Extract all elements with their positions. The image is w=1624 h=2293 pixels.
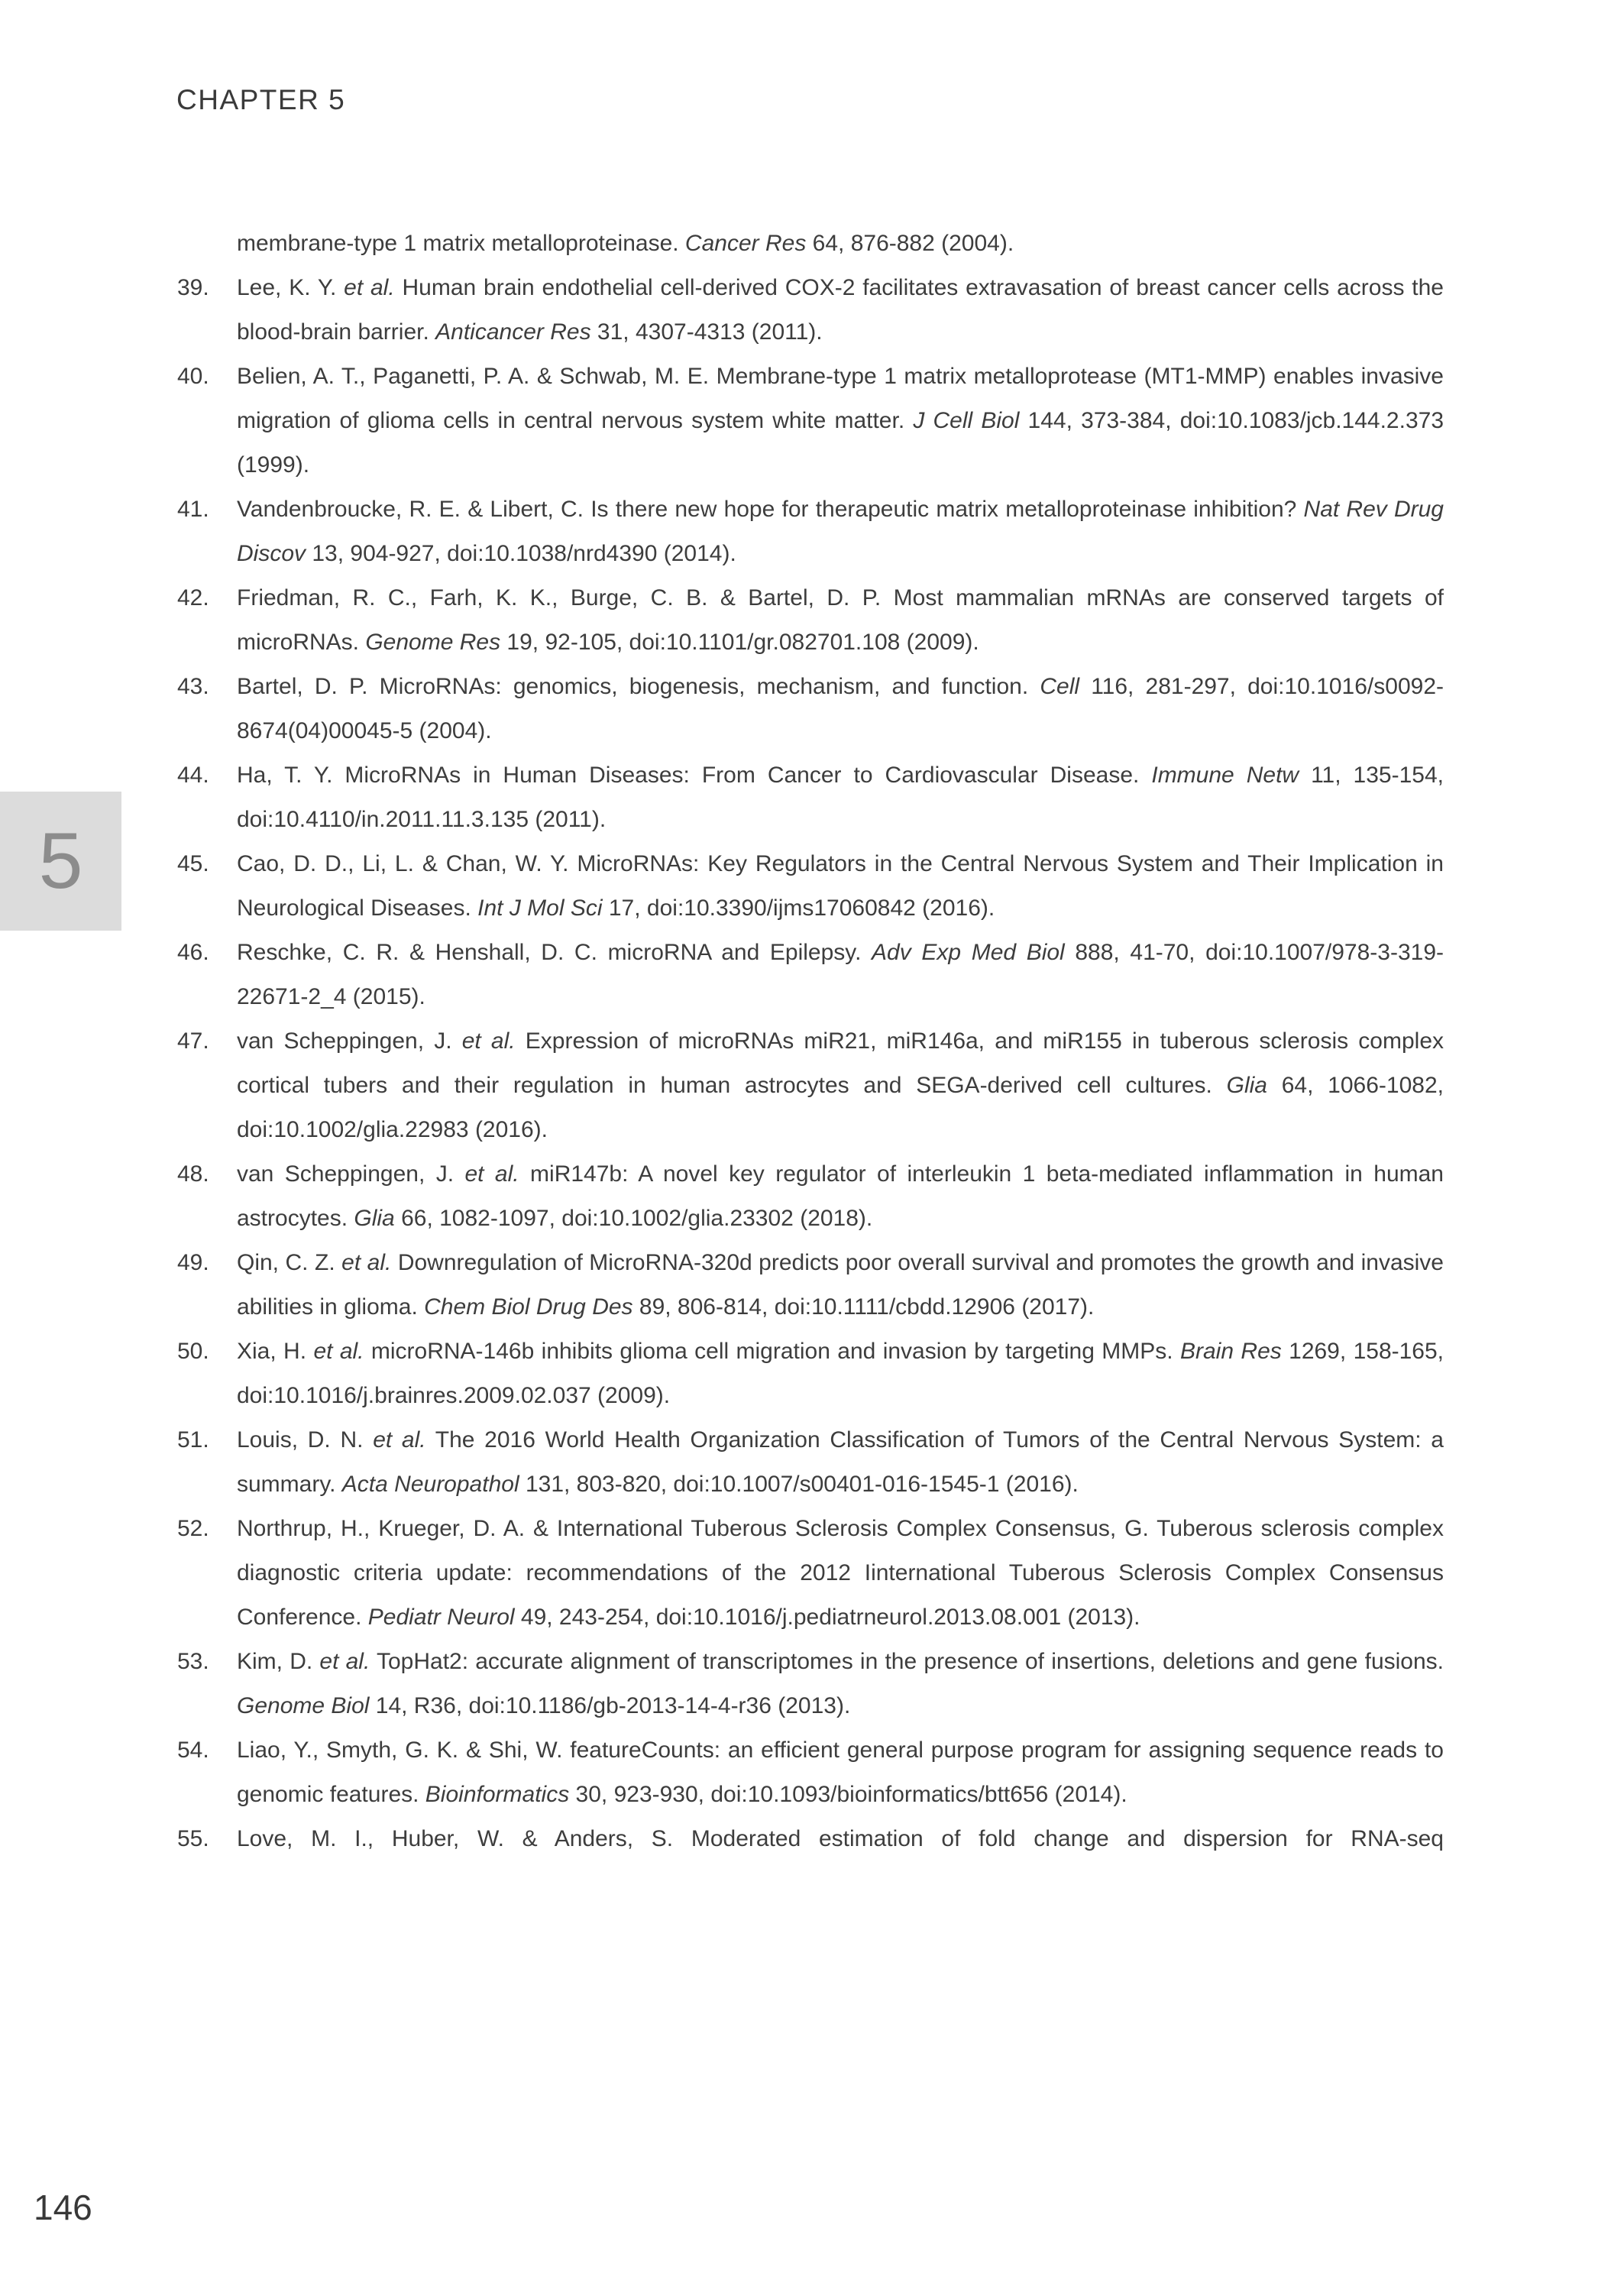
reference-item [177,222,1444,266]
reference-number: 49. [177,1250,209,1275]
reference-number: 46. [177,940,209,965]
reference-text: Vandenbroucke, R. E. & Libert, C. Is there new hope for therapeutic matrix metalloproteinase inhibition? Nat Rev Drug Discov 13, 904-927, doi:10.1038/nrd4390 (2014). [237,497,1444,566]
reference-item [177,842,1444,931]
reference-item [177,576,1444,665]
reference-text: Ha, T. Y. MicroRNAs in Human Diseases: From Cancer to Cardiovascular Disease. Immune Netw 11, 135-154, doi:10.4110/in.2011.11.3.135 (2011). [237,763,1444,832]
reference-item [177,266,1444,355]
reference-item [177,1329,1444,1418]
reference-number: 50. [177,1339,209,1364]
reference-number: 55. [177,1826,209,1851]
reference-number: 47. [177,1028,209,1054]
reference-number: 43. [177,674,209,699]
chapter-tab [0,792,121,931]
reference-number: 53. [177,1649,209,1674]
reference-number: 42. [177,585,209,610]
reference-number: 54. [177,1738,209,1763]
reference-text: Northrup, H., Krueger, D. A. & International Tuberous Sclerosis Complex Consensus, G. Tuberous sclerosis complex diagnostic criteria update: recommendations of the 2012 Iinternational Tuberous Sclerosis Complex Consensus Conference. Pediatr Neurol 49, 243-254, doi:10.1016/j.pediatrneurol.2013.08.001 (2013). [237,1516,1444,1630]
reference-item [177,355,1444,487]
reference-number: 45. [177,851,209,876]
reference-item [177,1241,1444,1329]
reference-item [177,1507,1444,1640]
reference-item [177,665,1444,753]
reference-item [177,1019,1444,1152]
reference-text: Bartel, D. P. MicroRNAs: genomics, biogenesis, mechanism, and function. Cell 116, 281-297, doi:10.1016/s0092-8674(04)00045-5 (2004). [237,674,1444,743]
reference-text: Reschke, C. R. & Henshall, D. C. microRNA and Epilepsy. Adv Exp Med Biol 888, 41-70, doi:10.1007/978-3-319-22671-2_4 (2015). [237,940,1444,1009]
reference-number: 39. [177,275,209,300]
reference-item [177,1152,1444,1241]
reference-number: 44. [177,763,209,788]
reference-item [177,1640,1444,1728]
reference-list [177,222,1444,1861]
reference-item [177,1817,1444,1861]
reference-item [177,1728,1444,1817]
reference-number: 41. [177,497,209,522]
reference-item [177,931,1444,1019]
reference-number: 52. [177,1516,209,1541]
reference-text: Friedman, R. C., Farh, K. K., Burge, C. B. & Bartel, D. P. Most mammalian mRNAs are conserved targets of microRNAs. Genome Res 19, 92-105, doi:10.1101/gr.082701.108 (2009). [237,585,1444,655]
page-number: 146 [34,2188,92,2227]
reference-text: van Scheppingen, J. et al. miR147b: A novel key regulator of interleukin 1 beta-mediated inflammation in human astrocytes. Glia 66, 1082-1097, doi:10.1002/glia.23302 (2018). [237,1161,1444,1231]
reference-number: 48. [177,1161,209,1187]
reference-text: van Scheppingen, J. et al. Expression of microRNAs miR21, miR146a, and miR155 in tuberous sclerosis complex cortical tubers and their regulation in human astrocytes and SEGA-derived cell cultures. Glia 64, 1066-1082, doi:10.1002/glia.22983 (2016). [237,1028,1444,1142]
reference-text: Louis, D. N. et al. The 2016 World Health Organization Classification of Tumors of the Central Nervous System: a summary. Acta Neuropathol 131, 803-820, doi:10.1007/s00401-016-1545-1 (2016). [237,1427,1444,1497]
reference-item [177,487,1444,576]
reference-text: Cao, D. D., Li, L. & Chan, W. Y. MicroRNAs: Key Regulators in the Central Nervous System and Their Implication in Neurological Diseases. Int J Mol Sci 17, doi:10.3390/ijms17060842 (2016). [237,851,1444,921]
chapter-tab-number: 5 [38,817,83,905]
reference-number: 51. [177,1427,209,1453]
reference-text: Liao, Y., Smyth, G. K. & Shi, W. featureCounts: an efficient general purpose program for assigning sequence reads to genomic features. Bioinformatics 30, 923-930, doi:10.1093/bioinformatics/btt656 (2014). [237,1738,1444,1807]
reference-text: Xia, H. et al. microRNA-146b inhibits glioma cell migration and invasion by targeting MMPs. Brain Res 1269, 158-165, doi:10.1016/j.brainres.2009.02.037 (2009). [237,1339,1444,1408]
reference-text: Qin, C. Z. et al. Downregulation of MicroRNA-320d predicts poor overall survival and promotes the growth and invasive abilities in glioma. Chem Biol Drug Des 89, 806-814, doi:10.1111/cbdd.12906 (2017). [237,1250,1444,1320]
reference-text: membrane-type 1 matrix metalloproteinase. Cancer Res 64, 876-882 (2004). [237,231,1014,256]
reference-number: 40. [177,364,209,389]
reference-text: Love, M. I., Huber, W. & Anders, S. Moderated estimation of fold change and dispersion for RNA-seq [237,1826,1444,1851]
reference-text: Kim, D. et al. TopHat2: accurate alignment of transcriptomes in the presence of insertions, deletions and gene fusions. Genome Biol 14, R36, doi:10.1186/gb-2013-14-4-r36 (2013). [237,1649,1444,1718]
reference-text: Lee, K. Y. et al. Human brain endothelial cell-derived COX-2 facilitates extravasation of breast cancer cells across the blood-brain barrier. Anticancer Res 31, 4307-4313 (2011). [237,275,1444,345]
chapter-header: CHAPTER 5 [176,84,346,115]
reference-text: Belien, A. T., Paganetti, P. A. & Schwab, M. E. Membrane-type 1 matrix metalloprotease (MT1-MMP) enables invasive migration of glioma cells in central nervous system white matter. J Cell Biol 144, 373-384, doi:10.1083/jcb.144.2.373 (1999). [237,364,1444,478]
reference-item [177,1418,1444,1507]
reference-item [177,753,1444,842]
